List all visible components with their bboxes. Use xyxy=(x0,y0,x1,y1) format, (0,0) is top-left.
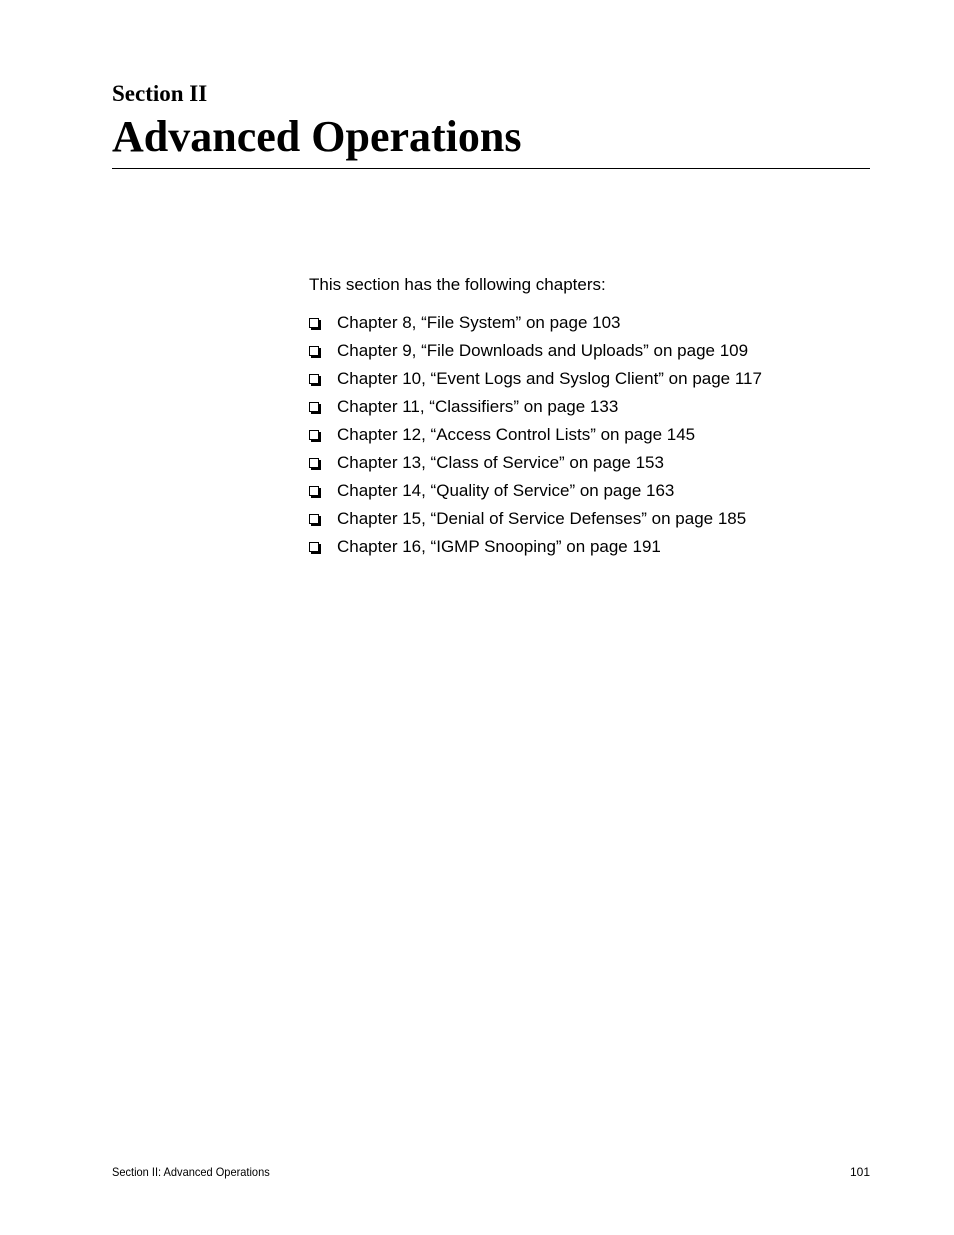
chapter-link[interactable]: Chapter 9, “File Downloads and Uploads” on page 109 xyxy=(337,341,749,360)
checkbox-bullet-icon xyxy=(309,430,319,440)
chapter-link[interactable]: Chapter 10, “Event Logs and Syslog Client” on page 117 xyxy=(337,369,762,388)
checkbox-bullet-icon xyxy=(309,458,319,468)
checkbox-bullet-icon xyxy=(309,514,319,524)
page-title: Advanced Operations xyxy=(112,112,522,161)
footer-page-number: 101 xyxy=(849,1165,870,1179)
checkbox-bullet-icon xyxy=(309,346,319,356)
title-divider xyxy=(112,168,870,169)
footer-section-title: Section II: Advanced Operations xyxy=(112,1165,270,1179)
chapter-link[interactable]: Chapter 13, “Class of Service” on page 153 xyxy=(337,453,664,472)
chapter-link[interactable]: Chapter 11, “Classifiers” on page 133 xyxy=(337,397,619,416)
section-label: Section II xyxy=(112,81,208,106)
checkbox-bullet-icon xyxy=(309,318,319,328)
chapter-link[interactable]: Chapter 15, “Denial of Service Defenses” on page 185 xyxy=(337,509,747,528)
checkbox-bullet-icon xyxy=(309,402,319,412)
checkbox-bullet-icon xyxy=(309,542,319,552)
chapter-link[interactable]: Chapter 16, “IGMP Snooping” on page 191 xyxy=(337,537,661,556)
chapter-link[interactable]: Chapter 8, “File System” on page 103 xyxy=(337,313,621,332)
checkbox-bullet-icon xyxy=(309,374,319,384)
chapter-link[interactable]: Chapter 12, “Access Control Lists” on page 145 xyxy=(337,425,696,444)
chapter-link[interactable]: Chapter 14, “Quality of Service” on page 163 xyxy=(337,481,675,500)
checkbox-bullet-icon xyxy=(309,486,319,496)
intro-text: This section has the following chapters: xyxy=(309,275,606,294)
